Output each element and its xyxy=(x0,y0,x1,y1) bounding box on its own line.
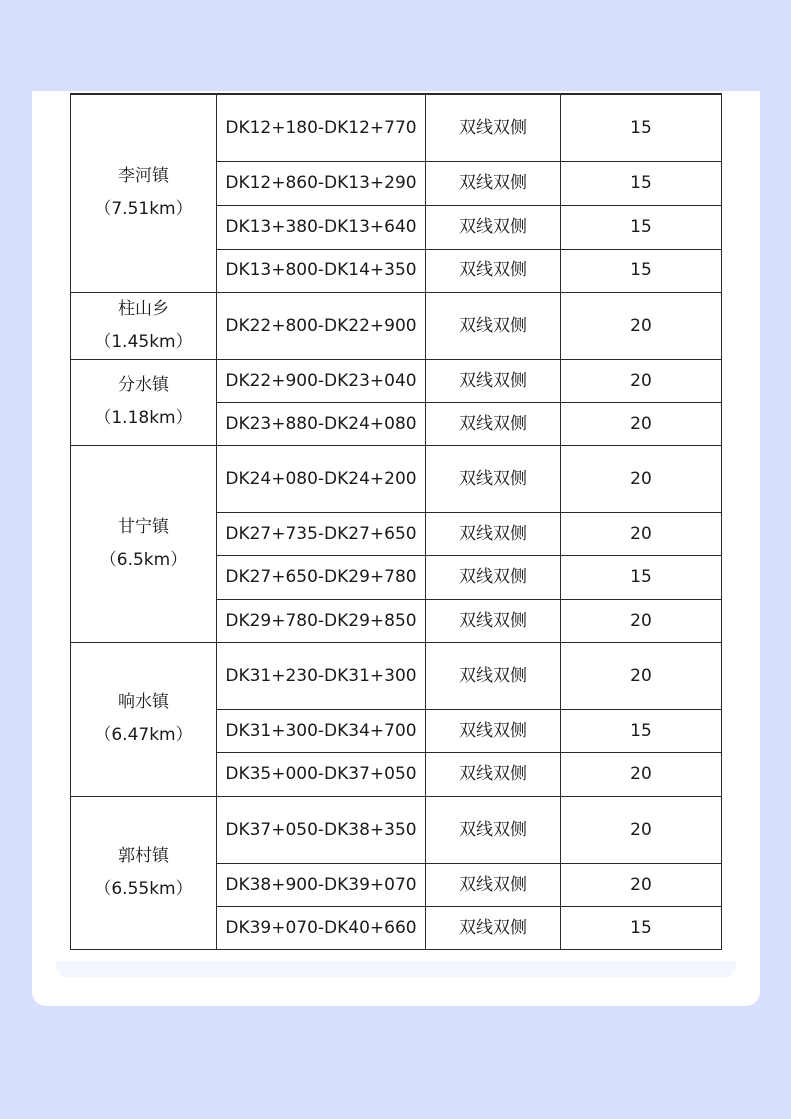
line-type-cell: 双线双侧 xyxy=(426,292,561,359)
town-name: 郭村镇 xyxy=(118,845,169,866)
line-type-cell: 双线双侧 xyxy=(426,94,561,161)
table-row xyxy=(71,445,722,512)
mileage-range-cell: DK38+900-DK39+070 xyxy=(217,863,426,906)
town-name: 甘宁镇 xyxy=(118,516,169,537)
mileage-range-cell: DK37+050-DK38+350 xyxy=(217,796,426,863)
town-length: （6.5km） xyxy=(99,549,188,570)
value-cell: 20 xyxy=(561,599,722,642)
value-cell: 15 xyxy=(561,709,722,752)
table-row xyxy=(71,642,722,709)
mileage-range-cell: DK35+000-DK37+050 xyxy=(217,752,426,796)
mileage-range-cell: DK31+230-DK31+300 xyxy=(217,642,426,709)
value-cell: 15 xyxy=(561,555,722,599)
line-type-cell: 双线双侧 xyxy=(426,402,561,445)
table-row xyxy=(71,94,722,161)
line-type-cell: 双线双侧 xyxy=(426,161,561,205)
mileage-range-cell: DK27+650-DK29+780 xyxy=(217,555,426,599)
town-length: （7.51km） xyxy=(94,199,193,220)
mileage-range-cell: DK22+800-DK22+900 xyxy=(217,292,426,359)
mileage-range-cell: DK23+880-DK24+080 xyxy=(217,402,426,445)
mileage-range-cell: DK13+800-DK14+350 xyxy=(217,249,426,292)
section-table-body xyxy=(71,94,722,949)
line-type-cell: 双线双侧 xyxy=(426,906,561,949)
mileage-range-cell: DK24+080-DK24+200 xyxy=(217,445,426,512)
town-length: （6.47km） xyxy=(94,725,193,746)
line-type-cell: 双线双侧 xyxy=(426,796,561,863)
town-cell xyxy=(71,796,217,949)
town-length: （1.45km） xyxy=(94,331,193,352)
table-row xyxy=(71,292,722,359)
value-cell: 20 xyxy=(561,445,722,512)
town-length: （6.55km） xyxy=(94,878,193,899)
table-row xyxy=(71,796,722,863)
town-name: 柱山乡 xyxy=(118,298,169,319)
value-cell: 15 xyxy=(561,249,722,292)
line-type-cell: 双线双侧 xyxy=(426,599,561,642)
town-cell xyxy=(71,359,217,445)
mileage-range-cell: DK12+180-DK12+770 xyxy=(217,94,426,161)
town-cell xyxy=(71,445,217,642)
value-cell: 15 xyxy=(561,161,722,205)
value-cell: 20 xyxy=(561,752,722,796)
town-name: 分水镇 xyxy=(118,375,169,396)
value-cell: 20 xyxy=(561,359,722,402)
value-cell: 20 xyxy=(561,512,722,555)
mileage-range-cell: DK29+780-DK29+850 xyxy=(217,599,426,642)
line-type-cell: 双线双侧 xyxy=(426,709,561,752)
value-cell: 20 xyxy=(561,863,722,906)
mileage-range-cell: DK39+070-DK40+660 xyxy=(217,906,426,949)
line-type-cell: 双线双侧 xyxy=(426,642,561,709)
value-cell: 15 xyxy=(561,94,722,161)
line-type-cell: 双线双侧 xyxy=(426,249,561,292)
line-type-cell: 双线双侧 xyxy=(426,863,561,906)
town-name: 响水镇 xyxy=(118,692,169,713)
line-type-cell: 双线双侧 xyxy=(426,555,561,599)
town-length: （1.18km） xyxy=(94,408,193,429)
town-cell xyxy=(71,292,217,359)
value-cell: 20 xyxy=(561,796,722,863)
value-cell: 15 xyxy=(561,205,722,249)
mileage-range-cell: DK27+735-DK27+650 xyxy=(217,512,426,555)
value-cell: 20 xyxy=(561,292,722,359)
mileage-range-cell: DK12+860-DK13+290 xyxy=(217,161,426,205)
mileage-range-cell: DK22+900-DK23+040 xyxy=(217,359,426,402)
line-type-cell: 双线双侧 xyxy=(426,512,561,555)
town-cell xyxy=(71,94,217,292)
value-cell: 20 xyxy=(561,402,722,445)
line-type-cell: 双线双侧 xyxy=(426,205,561,249)
mileage-range-cell: DK13+380-DK13+640 xyxy=(217,205,426,249)
mileage-range-cell: DK31+300-DK34+700 xyxy=(217,709,426,752)
table-row xyxy=(71,359,722,402)
line-type-cell: 双线双侧 xyxy=(426,445,561,512)
line-type-cell: 双线双侧 xyxy=(426,359,561,402)
value-cell: 15 xyxy=(561,906,722,949)
town-cell xyxy=(71,642,217,796)
town-name: 李河镇 xyxy=(118,166,169,187)
section-table xyxy=(70,93,722,950)
value-cell: 20 xyxy=(561,642,722,709)
line-type-cell: 双线双侧 xyxy=(426,752,561,796)
